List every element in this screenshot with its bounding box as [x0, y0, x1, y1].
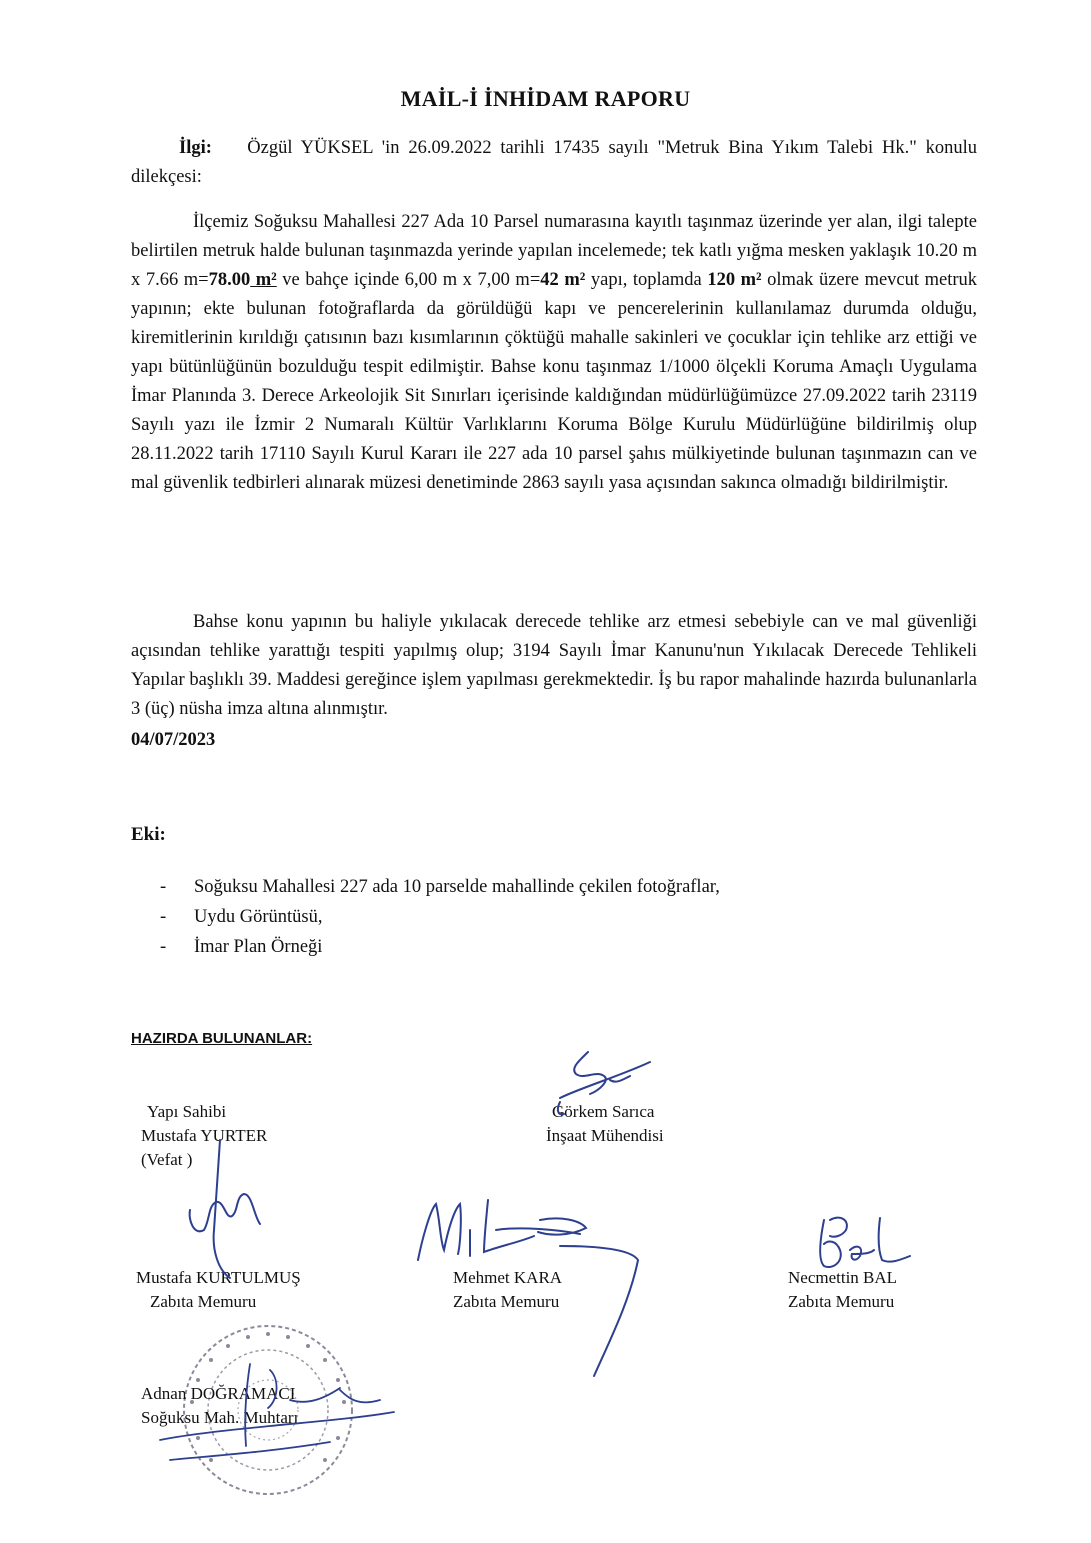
p1-total: 120 m² [707, 270, 762, 290]
paragraph-1 [131, 208, 977, 498]
p1-part2: ve bahçe içinde 6,00 m x 7,00 m= [276, 270, 541, 290]
bullet-dash: - [160, 907, 167, 927]
p1-part3: yapı, toplamda [585, 270, 708, 290]
ilgi-paragraph [131, 134, 977, 192]
paragraph-2: Bahse konu yapının bu haliyle yıkılacak derecede tehlike arz etmesi sebebiyle can ve mal güvenliği açısından tehlike yarattığı tespiti yapılmış olup; 3194 Sayılı İmar Kanunu'nun Yıkılacak Derecede Tehlikeli Yapılar başlıklı 39. Maddesi gereğince işlem yapılması gerekmektedir. İş bu rapor mahalinde hazırda bulunanlarla 3 (üç) nüsha imza altına alınmıştır. [131, 612, 977, 719]
p1-unit1: m² [250, 270, 277, 290]
officer2-title: Zabıta Memuru [453, 1292, 560, 1311]
attachment-item [160, 902, 720, 932]
officer3-name: Necmettin BAL [788, 1268, 898, 1287]
attachment-text: Uydu Görüntüsü, [194, 907, 323, 927]
officer3-signature [810, 1210, 920, 1280]
engineer-signature [540, 1040, 670, 1120]
bullet-dash: - [160, 937, 167, 957]
officer1-signature [170, 1140, 280, 1280]
muhtar-name: Adnan DOĞRAMACI [141, 1384, 296, 1403]
present-parties-heading: HAZIRDA BULUNANLAR: [131, 1030, 313, 1047]
owner-note: (Vefat ) [141, 1150, 193, 1169]
eki-label: Eki: [131, 824, 166, 845]
engineer-name: Görkem Sarıca [552, 1102, 655, 1121]
report-date: 04/07/2023 [131, 730, 216, 750]
attachment-item [160, 872, 720, 902]
p1-area1: 78.00 [208, 270, 251, 290]
attachment-text: İmar Plan Örneği [194, 937, 323, 957]
officer2-name: Mehmet KARA [453, 1268, 563, 1287]
muhtar-signature [150, 1360, 400, 1470]
report-title: MAİL-İ İNHİDAM RAPORU [400, 86, 691, 111]
officer3-title: Zabıta Memuru [788, 1292, 895, 1311]
owner-name: Mustafa YURTER [141, 1126, 268, 1145]
bullet-dash: - [160, 877, 167, 897]
p1-part4: olmak üzere mevcut metruk yapının; ekte bulunan fotoğraflarda da görüldüğü kapı ve pencerelerinin kullanılamaz durumda olduğu, kiremitlerinin kırıldığı çatısının bazı kısımlarının çöktüğü mahalle sakinleri ve çocuklar için tehlike arz ettiği ve yapı bütünlüğünün bozulduğu tespit edilmiştir. Bahse konu taşınmaz 1/1000 ölçekli Koruma Amaçlı Uygulama İmar Planında 3. Derece Arkeolojik Sit Sınırları içerisinde kaldığından müdürlüğümüzce 27.09.2022 tarih 23119 Sayılı yazı ile İzmir 2 Numaralı Kültür Varlıklarını Koruma Bölge Kurulu Müdürlüğüne bildirilmiş olup 28.11.2022 tarih 17110 Sayılı Kurul Kararı ile 227 ada 10 parsel şahıs mülkiyetinde bulunan taşınmazın can ve mal güvenlik tedbirleri alınarak müzesi denetiminde 2863 sayılı yasa açısından sakınca olmadığı bildirilmiştir. [131, 270, 977, 493]
attachments-list [160, 872, 720, 962]
muhtar-title: Soğuksu Mah. Muhtarı [141, 1408, 299, 1427]
engineer-title: İnşaat Mühendisi [546, 1126, 664, 1145]
p1-part1: İlçemiz Soğuksu Mahallesi 227 Ada 10 Parsel numarasına kayıtlı taşınmaz üzerinde yer alan, ilgi talepte belirtilen metruk halde bulunan taşınmazda yerinde yapılan incelemede; tek katlı yığma mesken yaklaşık 10.20 m x 7.66 m= [131, 212, 977, 290]
officer1-name: Mustafa KURTULMUŞ [136, 1268, 301, 1287]
attachment-item [160, 932, 720, 962]
ilgi-text: Özgül YÜKSEL 'in 26.09.2022 tarihli 17435 sayılı "Metruk Bina Yıkım Talebi Hk." konulu dilekçesi: [131, 138, 977, 187]
p1-area2: 42 m² [540, 270, 586, 290]
ilgi-label: İlgi: [179, 138, 212, 158]
officer2-signature [410, 1190, 650, 1380]
attachment-text: Soğuksu Mahallesi 227 ada 10 parselde mahallinde çekilen fotoğraflar, [194, 877, 720, 897]
owner-role: Yapı Sahibi [147, 1102, 227, 1121]
officer1-title: Zabıta Memuru [150, 1292, 257, 1311]
